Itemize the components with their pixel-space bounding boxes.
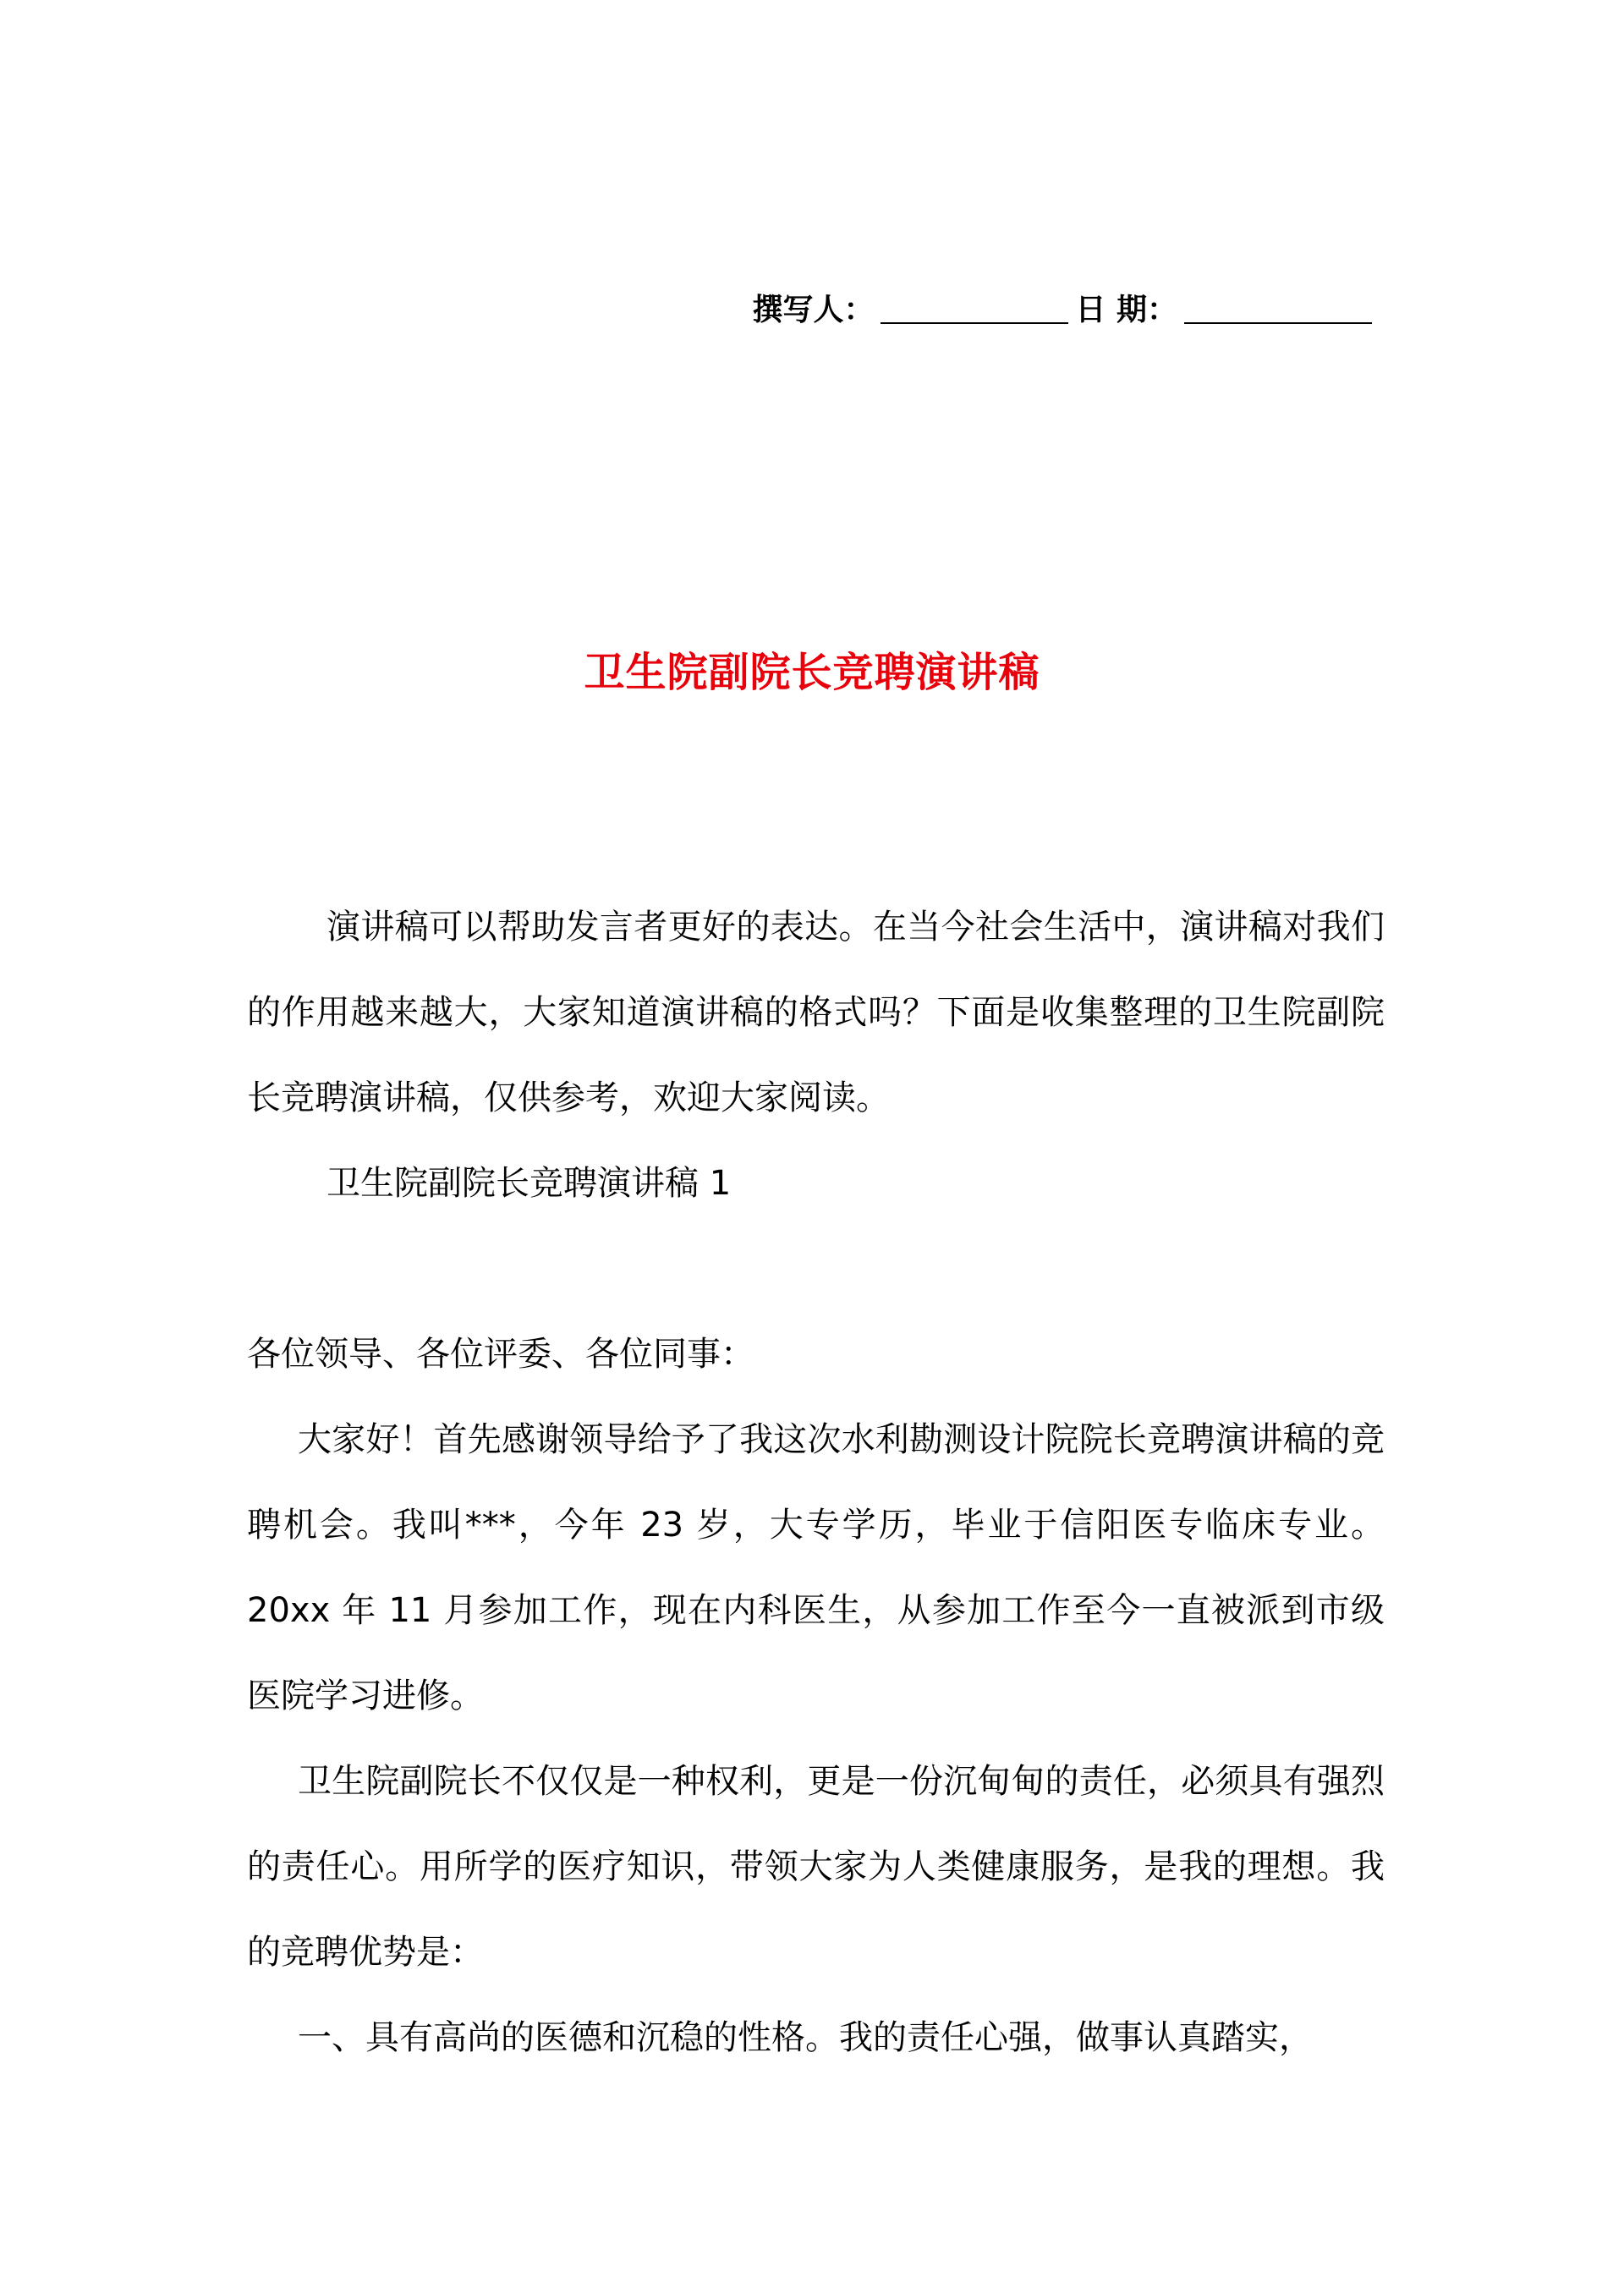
body-paragraph-3: 一、具有高尚的医德和沉稳的性格。我的责任心强，做事认真踏实， bbox=[298, 2018, 1313, 2057]
spacer bbox=[247, 1227, 1385, 1312]
intro-paragraph: 演讲稿可以帮助发言者更好的表达。在当今社会生活中，演讲稿对我们的作用越来越大，大家知道演讲稿的格式吗？下面是收集整理的卫生院副院长竞聘演讲稿，仅供参考，欢迎大家阅读。 bbox=[247, 908, 1385, 1117]
body-paragraph-1: 大家好！首先感谢领导给予了我这次水利勘测设计院院长竞聘演讲稿的竞聘机会。我叫***，今年 23 岁，大专学历，毕业于信阳医专临床专业。20xx 年 11 月参加工作，现在内科医生，从参加工作至今一直被派到市级医院学习进修。 bbox=[247, 1420, 1385, 1715]
salutation: 各位领导、各位评委、各位同事： bbox=[247, 1335, 754, 1374]
date-blank-field bbox=[1184, 292, 1372, 324]
document-body bbox=[247, 885, 1385, 2081]
author-label: 撰写人： bbox=[752, 293, 875, 327]
author-blank-field bbox=[881, 292, 1068, 324]
section-heading: 卫生院副院长竞聘演讲稿 1 bbox=[326, 1164, 732, 1203]
document-title: 卫生院副院长竞聘演讲稿 bbox=[584, 649, 1040, 696]
body-paragraph-2: 卫生院副院长不仅仅是一种权利，更是一份沉甸甸的责任，必须具有强烈的责任心。用所学的医疗知识，带领大家为人类健康服务，是我的理想。我的竞聘优势是： bbox=[247, 1762, 1385, 1972]
author-date-line bbox=[752, 286, 1379, 329]
date-label: 日 期： bbox=[1075, 293, 1177, 327]
